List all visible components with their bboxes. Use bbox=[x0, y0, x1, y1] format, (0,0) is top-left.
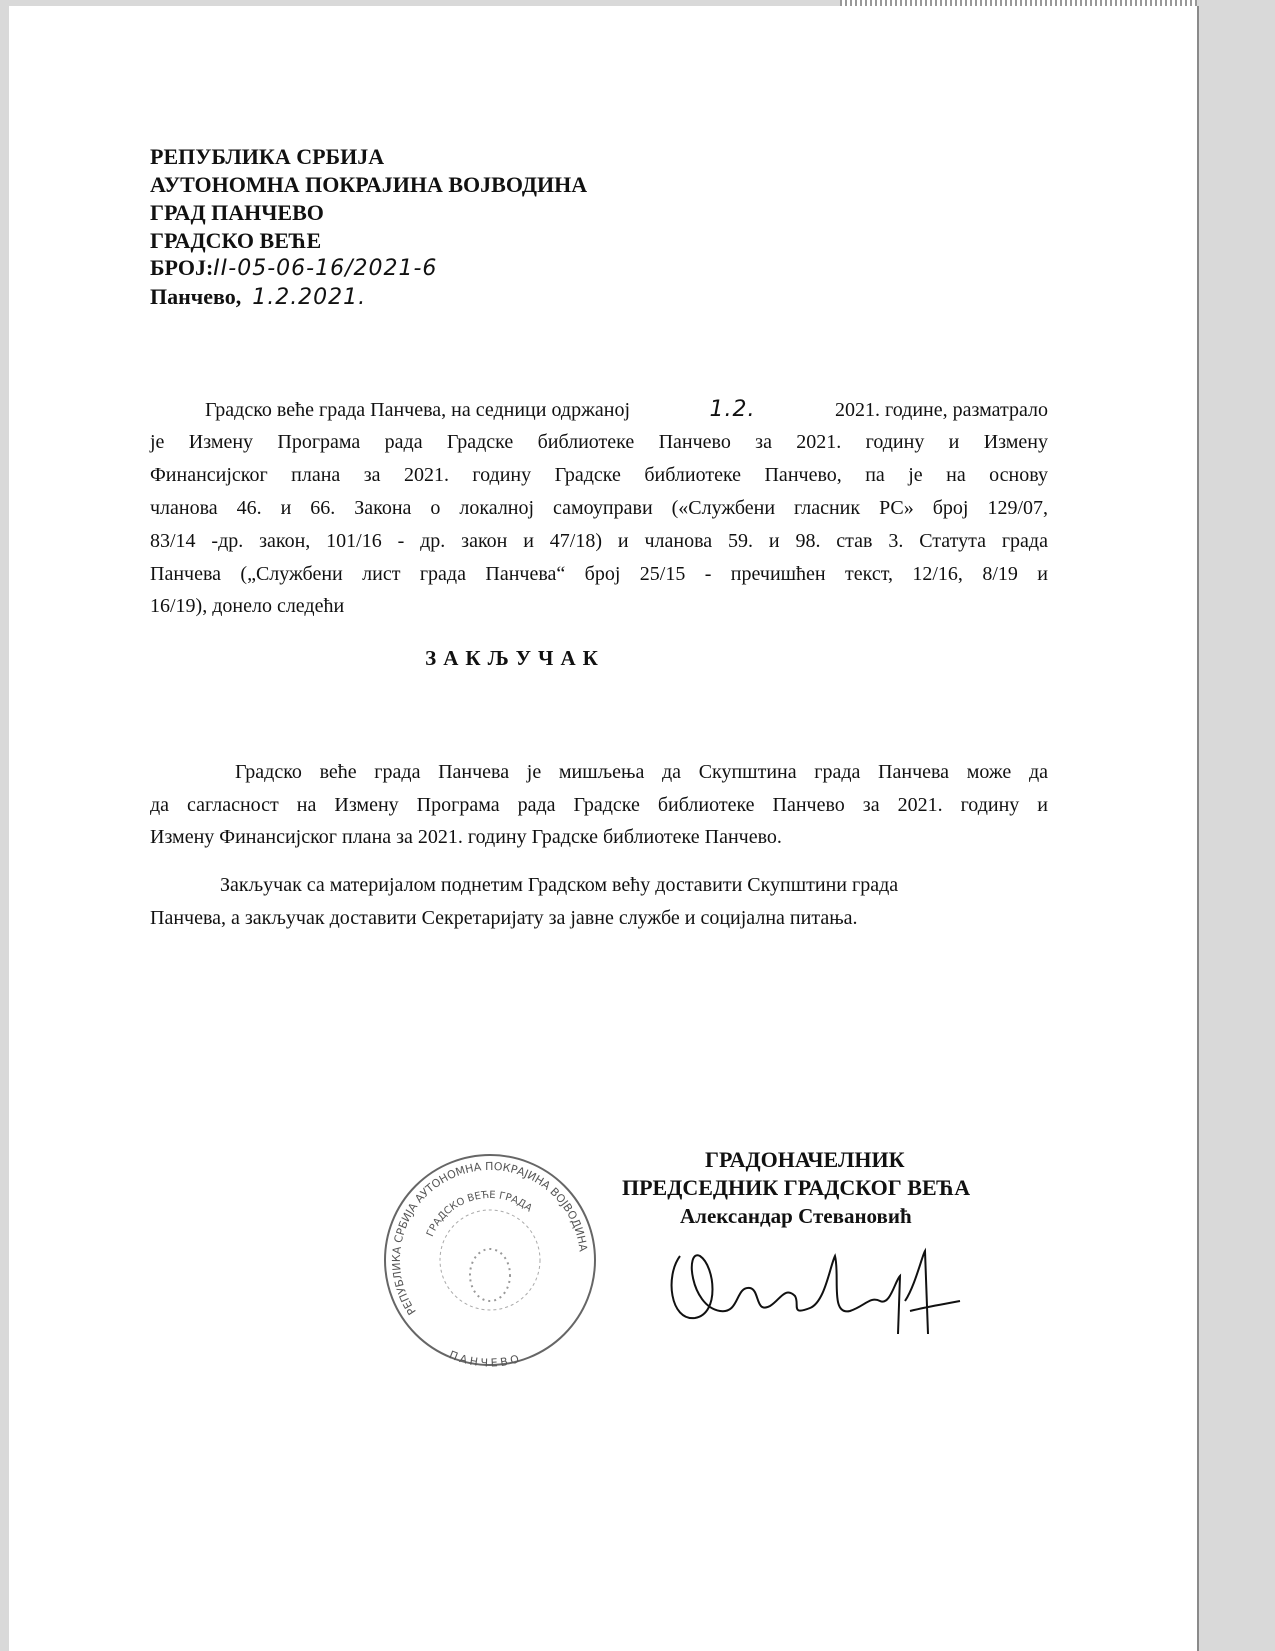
handwritten-signature bbox=[660, 1236, 1000, 1336]
official-stamp bbox=[370, 1140, 610, 1380]
number-label: БРОЈ: bbox=[150, 255, 214, 280]
header-place-date bbox=[150, 283, 366, 312]
header-country: РЕПУБЛИКА СРБИЈА bbox=[150, 144, 385, 169]
delivery-line: Панчева, а закључак доставити Секретаријату за јавне службе и социјална питања. bbox=[150, 907, 858, 929]
svg-text:РЕПУБЛИКА СРБИЈА АУТОНОМНА ПОК bbox=[390, 1160, 590, 1317]
header-province: АУТОНОМНА ПОКРАЈИНА ВОЈВОДИНА bbox=[150, 172, 588, 197]
intro-line: 16/19), донело следећи bbox=[150, 595, 345, 617]
intro-line bbox=[205, 394, 1048, 426]
stamp-bottom-text: ПАНЧЕВО bbox=[447, 1348, 524, 1370]
intro-line: Финансијског плана за 2021. годину Градске библиотеке Панчево, па је на основу bbox=[150, 464, 1048, 486]
conclusion-line: да сагласност на Измену Програма рада Градске библиотеке Панчево за 2021. годину и bbox=[150, 794, 1048, 816]
scan-edge bbox=[840, 0, 1197, 6]
header-number bbox=[150, 254, 437, 283]
intro-text: Градско веће града Панчева, на седници одржаној bbox=[205, 399, 631, 421]
signatory-title-mayor: ГРАДОНАЧЕЛНИК bbox=[705, 1147, 905, 1172]
intro-line: чланова 46. и 66. Закона о локалној самоуправи («Службени гласник РС» број 129/07, bbox=[150, 497, 1048, 519]
delivery-line: Закључак са материјалом поднетим Градском већу доставити Скупштини града bbox=[220, 874, 899, 896]
svg-text:ГРАДСКО ВЕЋЕ ГРАДА bbox=[425, 1190, 534, 1239]
intro-line: 83/14 -др. закон, 101/16 - др. закон и 47/18) и чланова 59. и 98. став 3. Статута града bbox=[150, 530, 1048, 552]
conclusion-line: Градско веће града Панчева је мишљења да Скупштина града Панчева може да bbox=[235, 761, 1048, 783]
svg-text:ПАНЧЕВО bbox=[447, 1348, 523, 1369]
conclusion-line: Измену Финансијског плана за 2021. годину Градске библиотеке Панчево. bbox=[150, 826, 782, 848]
intro-text: 2021. године, разматрало bbox=[835, 399, 1048, 421]
date-handwritten: 1.2.2021. bbox=[252, 285, 367, 310]
session-date-handwritten: 1.2. bbox=[709, 397, 756, 422]
signatory-title-president: ПРЕДСЕДНИК ГРАДСКОГ ВЕЋА bbox=[622, 1175, 971, 1200]
stamp-outer-text: РЕПУБЛИКА СРБИЈА АУТОНОМНА ПОКРАЈИНА ВОЈВОДИНА bbox=[389, 1159, 590, 1318]
intro-line: Панчева („Службени лист града Панчева“ број 25/15 - пречишћен текст, 12/16, 8/19 и bbox=[150, 563, 1048, 585]
document-title: ЗАКЉУЧАК bbox=[425, 646, 605, 670]
intro-line: је Измену Програма рада Градске библиотеке Панчево за 2021. годину и Измену bbox=[150, 431, 1048, 453]
header-council: ГРАДСКО ВЕЋЕ bbox=[150, 228, 322, 253]
place-label: Панчево, bbox=[150, 284, 242, 309]
number-value-handwritten: II-05-06-16/2021-6 bbox=[213, 256, 438, 281]
signatory-name: Александар Стевановић bbox=[680, 1204, 912, 1228]
stamp-inner-text: ГРАДСКО ВЕЋЕ ГРАДА bbox=[424, 1189, 534, 1239]
header-city: ГРАД ПАНЧЕВО bbox=[150, 200, 324, 225]
